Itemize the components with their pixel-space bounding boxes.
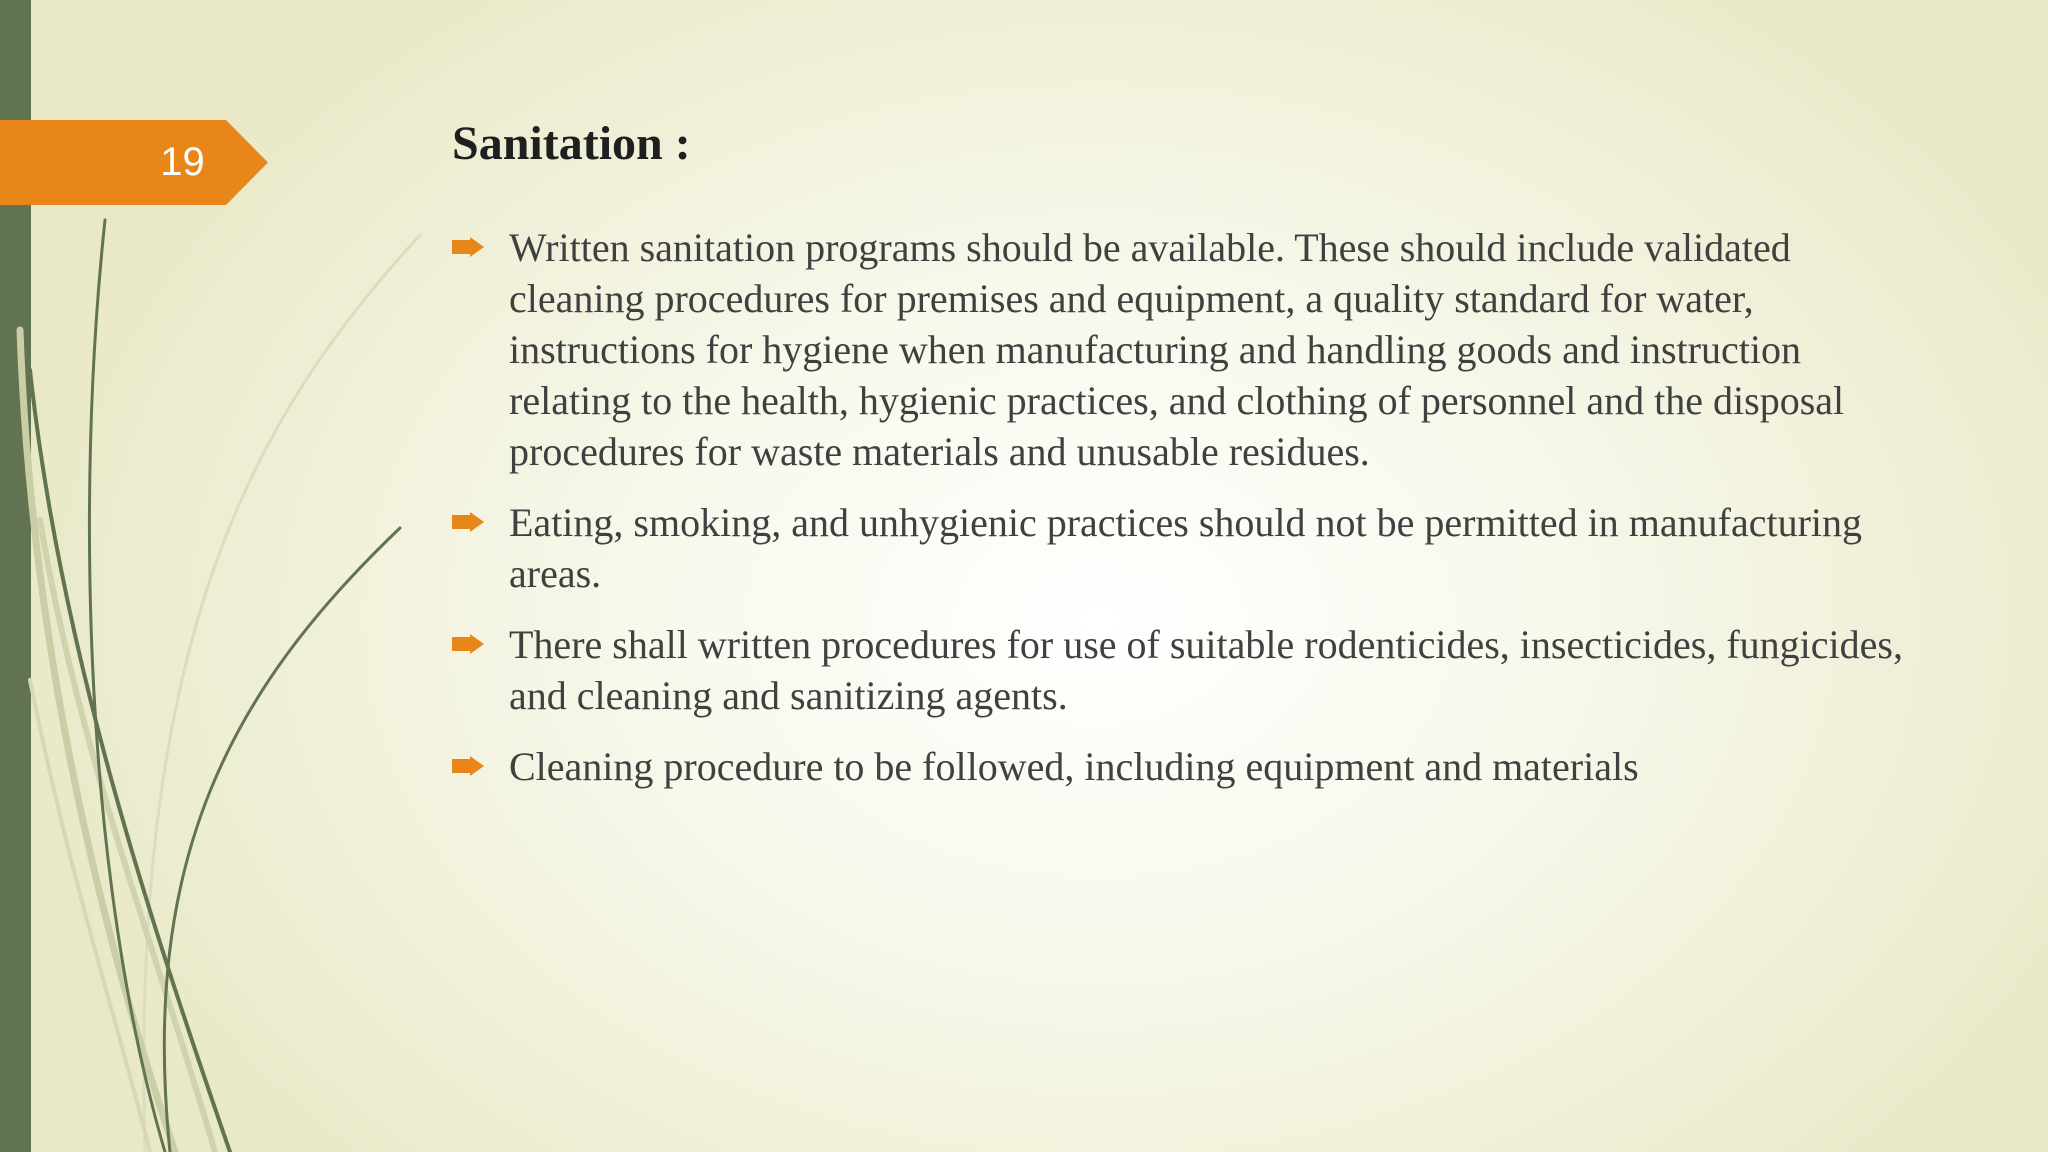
bullet-item — [452, 222, 1912, 477]
bullet-item — [452, 497, 1912, 599]
arrow-bullet-icon — [452, 512, 484, 532]
bullet-item — [452, 619, 1912, 721]
slide-number-tab — [0, 120, 268, 205]
slide-number-tab-shape — [0, 120, 268, 205]
arrow-bullet-icon — [452, 756, 484, 776]
slide-title: Sanitation : — [452, 117, 691, 170]
arrow-bullet-icon — [452, 634, 484, 654]
slide-number: 19 — [160, 140, 205, 184]
bullet-text: Cleaning procedure to be followed, including equipment and materials — [509, 744, 1639, 789]
bullet-text: Eating, smoking, and unhygienic practices should not be permitted in manufacturing areas. — [509, 500, 1863, 596]
bullet-list — [452, 222, 1912, 812]
arrow-bullet-icon — [452, 237, 484, 257]
bullet-text: Written sanitation programs should be available. These should include validated cleaning procedures for premises and equipment, a quality standard for water, instructions for hygiene when manufacturing and handling goods and instruction relating to the health, hygienic practices, and clothing of personnel and the disposal procedures for waste materials and unusable residues. — [509, 225, 1845, 474]
bullet-item — [452, 741, 1912, 792]
bullet-text: There shall written procedures for use of suitable rodenticides, insecticides, fungicides, and cleaning and sanitizing agents. — [509, 622, 1903, 718]
